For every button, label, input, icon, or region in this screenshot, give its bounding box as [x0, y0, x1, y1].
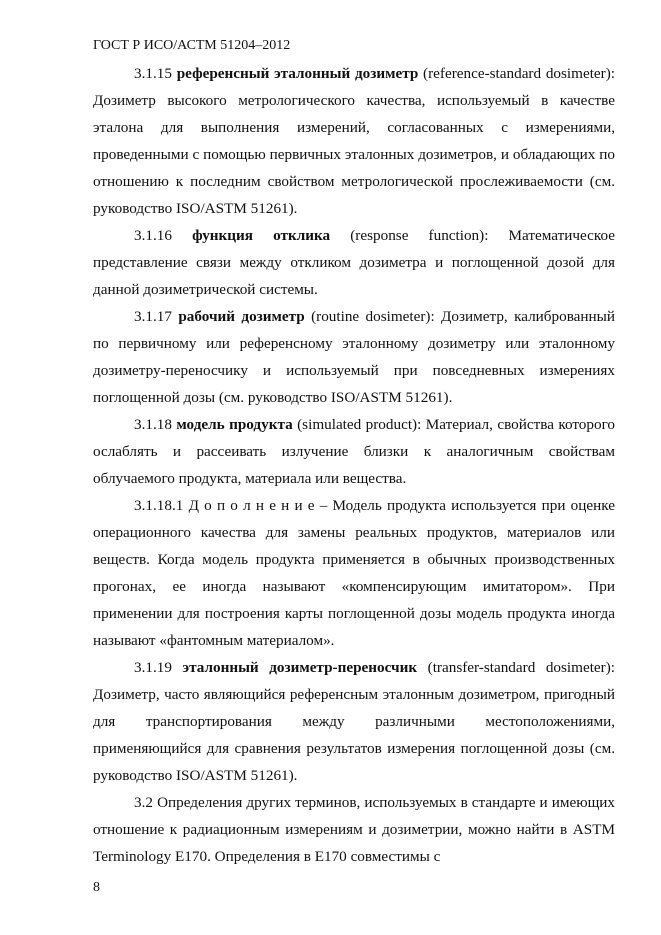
term: эталонный дозиметр-переносчик	[182, 659, 418, 676]
note-3-1-18-1	[93, 492, 615, 654]
definition-text: (simulated product): Материал, свойства которого ослаблять и рассеивать излучение близки к аналогичным свойствам облучаемого продукта, материала или вещества.	[93, 416, 616, 487]
clause-number: 3.1.18	[134, 416, 172, 433]
clause-number: 3.1.15	[134, 65, 172, 82]
section-3-2	[93, 789, 615, 870]
definition-text: (transfer-standard dosimeter): Дозиметр, часто являющийся референсным эталонным дозиметром, пригодный для транспортирования между различными местоположениями, применяющийся для сравнения результатов измерения поглощенной дозы (см. руководство ISO/ASTM 51261).	[93, 659, 616, 784]
term: функция отклика	[192, 227, 331, 244]
clause-number: 3.1.18.1	[134, 497, 184, 514]
clause-number: 3.1.19	[134, 659, 172, 676]
term: рабочий дозиметр	[178, 308, 305, 325]
document-body	[93, 60, 615, 870]
clause-number: 3.2	[134, 794, 153, 811]
definition-3-1-17	[93, 303, 615, 411]
clause-number: 3.1.17	[134, 308, 172, 325]
definition-text: (response function): Математическое представление связи между откликом дозиметра и поглощенной дозой для данной дозиметрической системы.	[93, 227, 616, 298]
definition-3-1-18	[93, 411, 615, 492]
clause-number: 3.1.16	[134, 227, 172, 244]
definition-text: (routine dosimeter): Дозиметр, калиброванный по первичному или референсному эталонному дозиметру или эталонному дозиметру-переносчику и используемый при повседневных измерениях поглощенной дозы (см. руководство ISO/ASTM 51261).	[93, 308, 616, 406]
page-number: 8	[93, 880, 100, 895]
definition-3-1-19	[93, 654, 615, 789]
term: модель продукта	[176, 416, 293, 433]
definition-text: (reference-standard dosimeter): Дозиметр высокого метрологического качества, используемый в качестве эталона для выполнения измерений, согласованных с измерениями, проведенными с помощью первичных эталонных дозиметров, и обладающих по отношению к последним свойством метрологической прослеживаемости (см. руководство ISO/ASTM 51261).	[93, 65, 615, 217]
document-header: ГОСТ Р ИСО/АСТМ 51204–2012	[93, 38, 291, 53]
definition-3-1-15	[93, 60, 615, 222]
section-text: Определения других терминов, используемых в стандарте и имеющих отношение к радиационным измерениям и дозиметрии, можно найти в ASTM Terminology E170. Определения в E170 совместимы с	[93, 794, 615, 865]
note-text: Д о п о л н е н и е – Модель продукта используется при оценке операционного качества для замены реальных продуктов, материалов или веществ. Когда модель продукта применяется в обычных производственных прогонах, ее иногда называют «компенсирующим имитатором». При применении для построения карты поглощенной дозы модель продукта иногда называют «фантомным материалом».	[93, 497, 616, 649]
definition-3-1-16	[93, 222, 615, 303]
term: референсный эталонный дозиметр	[176, 65, 419, 82]
